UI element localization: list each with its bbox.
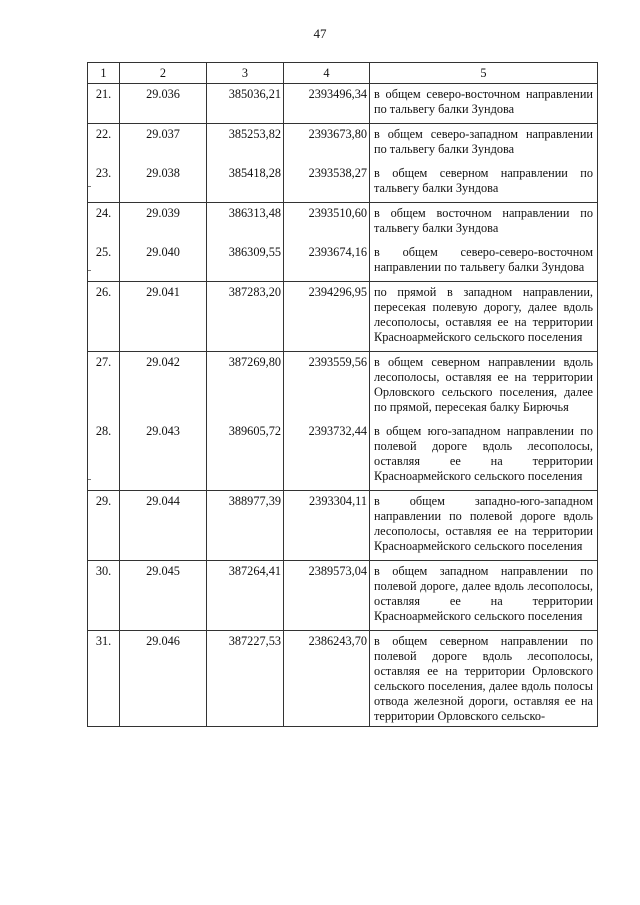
point-code: 29.045	[120, 561, 207, 631]
row-number: 31.	[88, 631, 120, 727]
coordinate-x: 387283,20	[207, 282, 284, 352]
boundary-description: по прямой в западном направлении, пересекая полевую дорогу, далее вдоль лесополосы, оставляя ее на территории Красноармейского сельского поселения	[370, 282, 598, 352]
point-code: 29.044	[120, 491, 207, 561]
coordinate-x: 387264,41	[207, 561, 284, 631]
boundary-description: в общем северном направлении по тальвегу балки Зундова	[370, 163, 598, 203]
row-number: 24.	[88, 203, 120, 243]
table-row	[88, 242, 598, 282]
margin-mark	[88, 186, 91, 187]
coordinate-x: 386313,48	[207, 203, 284, 243]
point-code: 29.036	[120, 84, 207, 124]
coordinate-x: 387227,53	[207, 631, 284, 727]
row-number: 21.	[88, 84, 120, 124]
header-cell-2: 2	[120, 63, 207, 84]
boundary-description: в общем юго-западном направлении по полевой дороге вдоль лесополосы, оставляя ее на территории Красноармейского сельского поселения	[370, 421, 598, 491]
coordinate-y: 2393732,44	[284, 421, 370, 491]
coordinate-x: 387269,80	[207, 352, 284, 422]
header-cell-4: 4	[284, 63, 370, 84]
header-cell-5: 5	[370, 63, 598, 84]
table-row	[88, 421, 598, 491]
point-code: 29.042	[120, 352, 207, 422]
boundary-description: в общем северном направлении вдоль лесополосы, оставляя ее на территории Орловского сельского поселения, далее по прямой, пересекая балку Бирючья	[370, 352, 598, 422]
row-number: 25.	[88, 242, 120, 282]
row-number: 22.	[88, 124, 120, 164]
margin-mark	[88, 270, 91, 271]
page-number: 47	[313, 26, 327, 41]
header-cell-1: 1	[88, 63, 120, 84]
table-row	[88, 631, 598, 727]
boundary-description: в общем западном направлении по полевой дороге, далее вдоль лесополосы, оставляя ее на территории Красноармейского сельского поселения	[370, 561, 598, 631]
coordinate-y: 2386243,70	[284, 631, 370, 727]
boundary-description: в общем северном направлении по полевой дороге вдоль лесополосы, оставляя ее на территории Орловского сельского поселения, далее вдоль полосы отвода железной дороги, оставляя ее на территории Орловского сельско-	[370, 631, 598, 727]
table-row	[88, 282, 598, 352]
header-cell-3: 3	[207, 63, 284, 84]
coordinate-y: 2393510,60	[284, 203, 370, 243]
row-number: 26.	[88, 282, 120, 352]
coordinate-y: 2393673,80	[284, 124, 370, 164]
point-code: 29.046	[120, 631, 207, 727]
boundary-description: в общем восточном направлении по тальвегу балки Зундова	[370, 203, 598, 243]
row-number: 30.	[88, 561, 120, 631]
row-number: 23.	[88, 163, 120, 203]
table-row	[88, 124, 598, 164]
table-header-row	[88, 63, 598, 84]
coordinate-x: 385036,21	[207, 84, 284, 124]
boundary-description: в общем северо-восточном направлении по тальвегу балки Зундова	[370, 84, 598, 124]
margin-mark	[88, 479, 91, 480]
coordinate-x: 386309,55	[207, 242, 284, 282]
row-number: 27.	[88, 352, 120, 422]
coordinate-y: 2389573,04	[284, 561, 370, 631]
coordinate-y: 2393304,11	[284, 491, 370, 561]
point-code: 29.040	[120, 242, 207, 282]
coordinate-x: 385418,28	[207, 163, 284, 203]
coordinate-x: 385253,82	[207, 124, 284, 164]
boundary-description: в общем северо-северо-восточном направлении по тальвегу балки Зундова	[370, 242, 598, 282]
point-code: 29.037	[120, 124, 207, 164]
coordinate-y: 2393538,27	[284, 163, 370, 203]
coordinate-y: 2393559,56	[284, 352, 370, 422]
row-number: 28.	[88, 421, 120, 491]
point-code: 29.038	[120, 163, 207, 203]
point-code: 29.041	[120, 282, 207, 352]
table-row	[88, 203, 598, 243]
boundary-points-table	[87, 62, 598, 727]
table-row	[88, 84, 598, 124]
point-code: 29.039	[120, 203, 207, 243]
table-row	[88, 561, 598, 631]
table-row	[88, 491, 598, 561]
point-code: 29.043	[120, 421, 207, 491]
coordinate-x: 389605,72	[207, 421, 284, 491]
coordinate-y: 2393674,16	[284, 242, 370, 282]
coordinate-y: 2393496,34	[284, 84, 370, 124]
row-number: 29.	[88, 491, 120, 561]
boundary-description: в общем северо-западном направлении по тальвегу балки Зундова	[370, 124, 598, 164]
coordinate-y: 2394296,95	[284, 282, 370, 352]
table-row	[88, 352, 598, 422]
coordinate-x: 388977,39	[207, 491, 284, 561]
boundary-description: в общем западно-юго-западном направлении по полевой дороге вдоль лесополосы, оставляя ее на территории Красноармейского сельского поселения	[370, 491, 598, 561]
table-row	[88, 163, 598, 203]
